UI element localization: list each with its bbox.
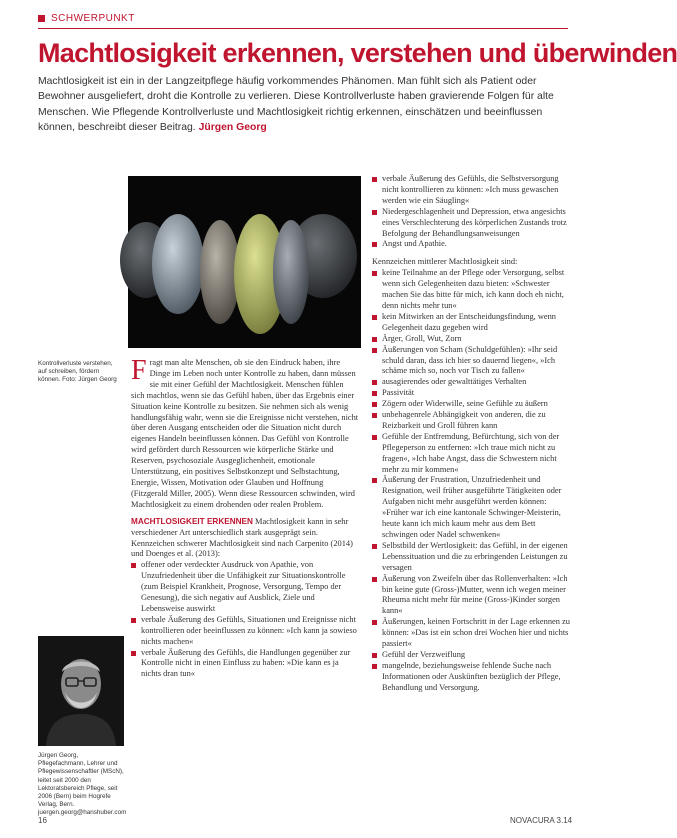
kicker-square-icon — [38, 15, 45, 22]
paragraph-2 — [131, 517, 359, 561]
page-number: 16 — [38, 816, 47, 825]
list-item: kein Mitwirken an der Entscheidungsfindung, wenn Gelegenheit dazu gegeben wird — [372, 312, 572, 334]
article-title: Machtlosigkeit erkennen, verstehen und überwinden — [38, 38, 677, 68]
photo-caption: Kontrollverluste verstehen, auf schreiben, fördern können. Foto: Jürgen Georg — [38, 360, 117, 384]
stones-photo — [128, 176, 361, 348]
list-item: Äußerungen, keinen Fortschritt in der Lage erkennen zu können: »Das ist ein schon drei Wochen hier und nichts passiert« — [372, 617, 572, 650]
lead-text: Machtlosigkeit ist ein in der Langzeitpflege häufig vorkommendes Phänomen. Man fühlt sich als Patient oder Bewohner ausgeliefert, droht die Kontrolle zu verlieren. Diese Kontrollverluste haben gravierende Folgen für alte Menschen. Wie Pflegende Kontrollverluste und Machtlosigkeit richtig erkennen, einschätzen und beeinflussen können, beschreibt dieser Beitrag. — [38, 76, 554, 134]
kicker-rule — [38, 28, 568, 29]
portrait-image — [38, 636, 124, 746]
portrait-caption: Jürgen Georg, Pflegefachmann, Lehrer und Pflegewissenschaftler (MScN), leitet seit 2000 den Lektoratsbereich Pflege, seit 2006 (Bern) beim Hogrefe Verlag, Bern. juergen.georg@hanshuber.com — [38, 752, 127, 817]
paragraph-2-text: Machtlosigkeit kann in sehr verschiedener Art unterschiedlich stark ausgeprägt sein. Kennzeichen schwerer Machtlosigkeit sind nach Carpenito (2014) und Doenges et al. (2013): — [131, 516, 353, 559]
list-item: Passivität — [372, 388, 572, 399]
list-item: unbehagenrele Abhängigkeit von anderen, die zu Reizbarkeit und Groll führen kann — [372, 410, 572, 432]
list-item: verbale Äußerung des Gefühls, Situationen und Ereignisse nicht kontrollieren oder beeinflussen zu können: »Ich kann ja sowieso nichts machen« — [131, 615, 359, 648]
list-item: Äußerung der Frustration, Unzufriedenheit und Resignation, weil früher ausgeführte Tätigkeiten oder Aufgaben nicht mehr ausgeführt werden können: »Früher war ich eine kantonale Schwinger-Meisterin, heute kann ich mich kaum mehr aus dem Bett schwingen oder Nadel schwenken« — [372, 475, 572, 540]
list-item: keine Teilnahme an der Pflege oder Versorgung, selbst wenn sich Gelegenheiten dazu bieten: »Schwester machen Sie das bitte für mich, ich kann doch eh nicht, denn nichts mehr tun« — [372, 268, 572, 312]
drop-cap: F — [131, 355, 147, 386]
subhead-erkennen: MACHTLOSIGKEIT ERKENNEN — [131, 516, 253, 526]
list-item: Ärger, Groll, Wut, Zorn — [372, 334, 572, 345]
list-item: offener oder verdeckter Ausdruck von Apathie, von Unzufriedenheit über die Unfähigkeit zur Situationskontrolle (zum Beispiel Krankheit, Prognose, Versorgung, Tempo der Genesung), die sich negativ auf Ausblick, Ziele und Lebensweise auswirkt — [131, 560, 359, 615]
stones-image — [128, 176, 361, 348]
lead-author: Jürgen Georg — [198, 122, 267, 134]
list-item: Angst und Apathie. — [372, 239, 572, 250]
list-item: Äußerung von Zweifeln über das Rollenverhalten: »Ich bin keine gute (Gross-)Mutter, wenn ich wegen meiner Rheuma nicht mehr für meine (Gross-)Kinder sorgen kann« — [372, 574, 572, 618]
column-2 — [372, 174, 572, 694]
col2-bullet-list-mid — [372, 268, 572, 693]
list-item: Selbstbild der Wertlosigkeit: das Gefühl, in der eigenen Lebenssituation und die zu erbringenden Leistungen zu versagen — [372, 541, 572, 574]
intro-paragraph — [131, 355, 359, 511]
col2-bullet-list-top — [372, 174, 572, 250]
section-kicker — [38, 13, 135, 24]
intro-text: ragt man alte Menschen, ob sie den Eindruck haben, ihre Dinge im Leben noch unter Kontrolle zu haben, dann müssen sie mit einer Gefühl der Machtlosigkeit. Menschen fühlen sich machtlos, wenn sie das Gefühl haben, über das Ergebnis einer Situation keine Kontrolle zu besitzen. Sie nehmen sich als wenig handlungsfähig wahr, wenn sie die Ereignisse nicht verstehen, nicht über deren Ausgang entscheiden oder die Situation nicht durch eigenes Handeln beeinflussen können. Das Gefühl von Kontrolle wird gefördert durch Ressourcen wie körperliche Stärke und Reserven, psychosoziale Ausgeglichenheit, emotionale Unterstützung, ein positives Selbstkonzept und Selbstachtung, Energie, Wissen, Motivation oder Glauben und Hoffnung (Fitzgerald Miller, 2005). Wenn diese Ressourcen schwinden, wird Machtlosigkeit zu einem drohenden oder realen Problem. — [131, 358, 359, 509]
list-item: Äußerungen von Scham (Schuldgefühlen): »Ihr seid schuld daran, dass ich hier so dauernd liegen«, »Ich schäme mich so, noch vor Tisch zu fallen« — [372, 345, 572, 378]
list-item: verbale Äußerung des Gefühls, die Selbstversorgung nicht kontrollieren zu können: »Ich muss gewaschen werden wie ein Säugling« — [372, 174, 572, 207]
list-item: verbale Äußerung des Gefühls, die Handlungen gegenüber zur Kontrolle nicht in einen Einfluss zu haben: »Die kann es ja nichts dran tun« — [131, 648, 359, 681]
list-item: Gefühl der Verzweiflung — [372, 650, 572, 661]
list-item: Gefühle der Entfremdung, Befürchtung, sich von der Pflegeperson zu entfernen: »Ich traue mich nicht zu fragen«, »Ich habe Angst, dass die Schwestern nicht mehr zu mir kommen« — [372, 432, 572, 476]
list-item: mangelnde, beziehungsweise fehlende Suche nach Informationen oder Auskünften bezüglich der Pflege, Behandlung und Versorgung. — [372, 661, 572, 694]
column-1 — [131, 355, 359, 680]
kicker-label: SCHWERPUNKT — [51, 13, 135, 24]
list-item: ausagierendes oder gewalttätiges Verhalten — [372, 377, 572, 388]
author-portrait — [38, 636, 124, 746]
col1-bullet-list — [131, 560, 359, 680]
article-lead — [38, 74, 568, 136]
mid-subhead: Kennzeichen mittlerer Machtlosigkeit sind: — [372, 257, 518, 267]
list-item: Zögern oder Widerwille, seine Gefühle zu äußern — [372, 399, 572, 410]
list-item: Niedergeschlagenheit und Depression, etwa angesichts eines Verschlechterung des körperlichen Zustands trotz Befolgung der Behandlungsanweisungen — [372, 207, 572, 240]
issue-label: NOVACURA 3.14 — [510, 816, 573, 825]
